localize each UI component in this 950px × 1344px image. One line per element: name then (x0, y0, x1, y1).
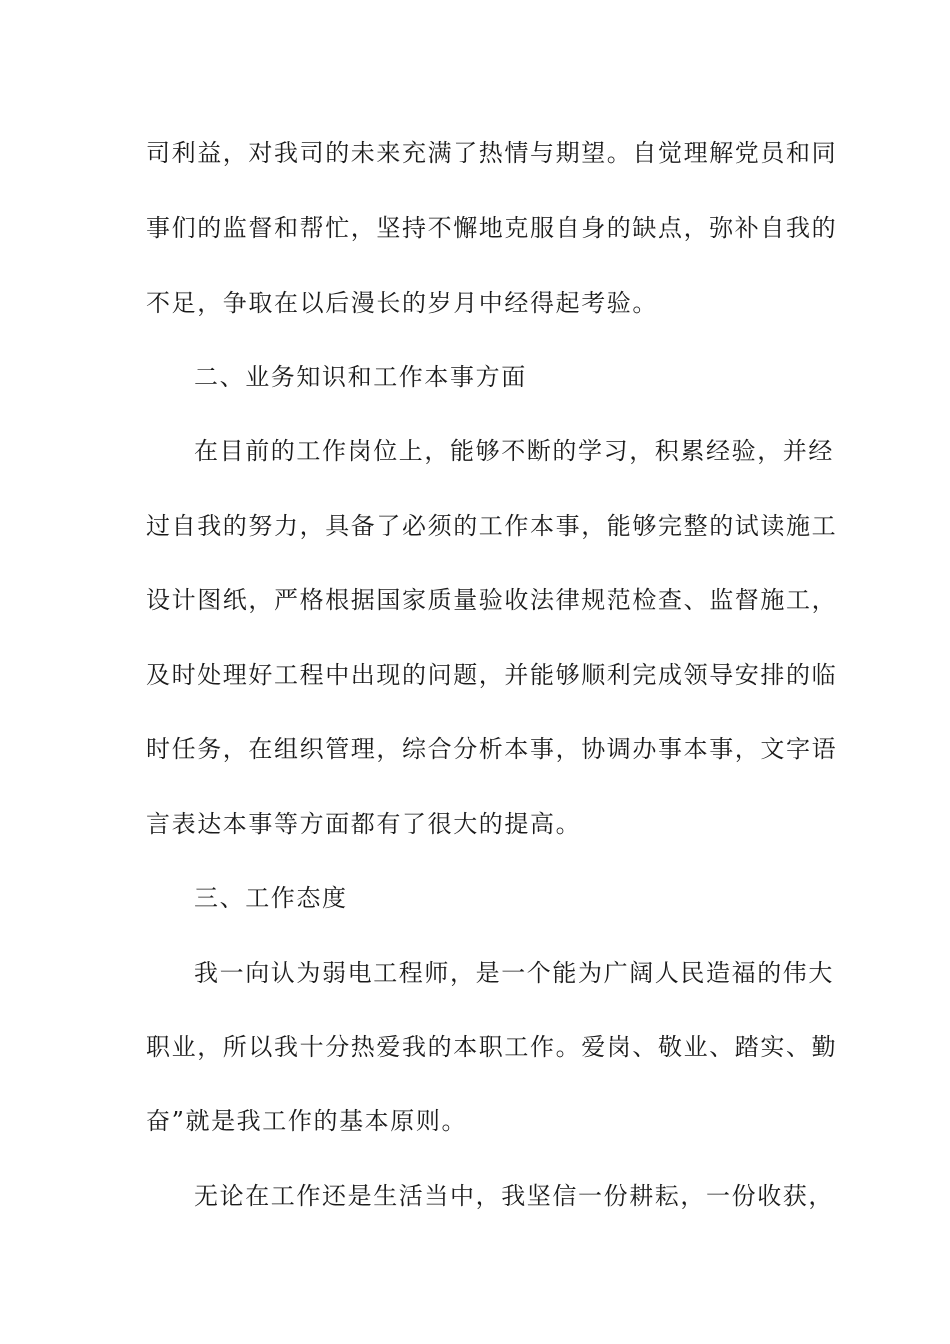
paragraph-line: 设计图纸，严格根据国家质量验收法律规范检查、监督施工， (146, 586, 838, 614)
paragraph-line: 时任务，在组织管理，综合分析本事，协调办事本事，文字语 (146, 735, 838, 763)
paragraph-line: 司利益，对我司的未来充满了热情与期望。自觉理解党员和同 (146, 139, 838, 167)
paragraph-line: 奋”就是我工作的基本原则。 (146, 1107, 468, 1135)
paragraph-line: 不足，争取在以后漫长的岁月中经得起考验。 (146, 289, 658, 317)
paragraph-line: 过自我的努力，具备了必须的工作本事，能够完整的试读施工 (146, 512, 838, 540)
paragraph-line: 无论在工作还是生活当中，我坚信一份耕耘，一份收获， (194, 1182, 834, 1210)
paragraph-line: 在目前的工作岗位上，能够不断的学习，积累经验，并经 (194, 437, 834, 465)
section-heading: 三、工作态度 (194, 884, 348, 912)
paragraph-line: 言表达本事等方面都有了很大的提高。 (146, 810, 582, 838)
paragraph-line: 及时处理好工程中出现的问题，并能够顺利完成领导安排的临 (146, 661, 838, 689)
section-heading: 二、业务知识和工作本事方面 (194, 363, 527, 391)
paragraph-line: 我一向认为弱电工程师，是一个能为广阔人民造福的伟大 (194, 959, 834, 987)
paragraph-line: 职业，所以我十分热爱我的本职工作。爱岗、敬业、踏实、勤 (146, 1033, 838, 1061)
paragraph-line: 事们的监督和帮忙，坚持不懈地克服自身的缺点，弥补自我的 (146, 214, 838, 242)
